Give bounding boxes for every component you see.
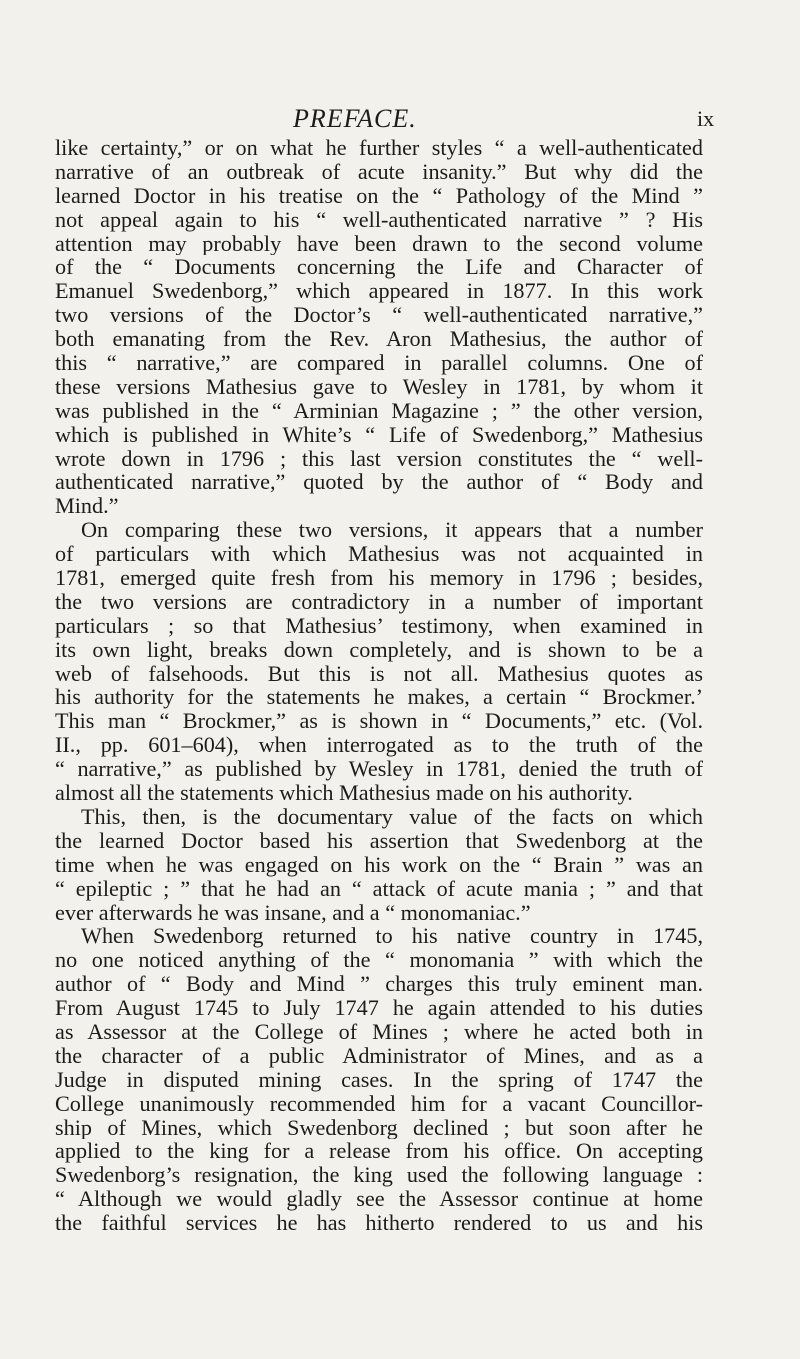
text-line: his authority for the statements he makes, a certain “ Brockmer.’ — [55, 685, 703, 710]
text-line: “ Although we would gladly see the Assessor continue at home — [55, 1187, 703, 1212]
text-line: On comparing these two versions, it appears that a number — [81, 518, 703, 543]
text-line: II., pp. 601–604), when interrogated as to the truth of the — [55, 733, 703, 758]
text-line: this “ narrative,” are compared in parallel columns. One of — [55, 351, 703, 375]
text-line: both emanating from the Rev. Aron Mathesius, the author of — [55, 327, 703, 352]
text-line: ship of Mines, which Swedenborg declined ; but soon after he — [55, 1115, 703, 1140]
text-line: the character of a public Administrator of Mines, and as a — [55, 1043, 703, 1068]
text-line: Emanuel Swedenborg,” which appeared in 1877. In this work — [55, 279, 703, 304]
text-line: no one noticed anything of the “ monomania ” with which the — [55, 948, 703, 973]
text-line: “ narrative,” as published by Wesley in 1781, denied the truth of — [55, 757, 703, 782]
running-title: PREFACE. — [293, 104, 417, 133]
text-line: Judge in disputed mining cases. In the spring of 1747 the — [55, 1067, 703, 1092]
text-line: of the “ Documents concerning the Life and Character of — [55, 255, 703, 280]
text-line: was published in the “ Arminian Magazine ; ” the other version, — [55, 398, 703, 423]
text-line: particulars ; so that Mathesius’ testimony, when examined in — [55, 613, 703, 638]
text-line: author of “ Body and Mind ” charges this truly eminent man. — [55, 972, 703, 997]
text-line: attention may probably have been drawn to the second volume — [55, 231, 703, 256]
text-line: like certainty,” or on what he further styles “ a well-authenticated — [55, 136, 703, 160]
text-line: applied to the king for a release from his office. On accepting — [55, 1139, 703, 1164]
text-line: From August 1745 to July 1747 he again attended to his duties — [55, 996, 703, 1020]
text-line: 1781, emerged quite fresh from his memory in 1796 ; besides, — [55, 566, 703, 590]
text-line: these versions Mathesius gave to Wesley in 1781, by whom it — [55, 374, 703, 399]
text-line: the learned Doctor based his assertion that Swedenborg at the — [55, 828, 703, 853]
text-line: Swedenborg’s resignation, the king used the following language : — [55, 1163, 703, 1188]
text-line: the faithful services he has hitherto rendered to us and his — [55, 1211, 703, 1235]
text-line: College unanimously recommended him for a vacant Councillor- — [55, 1091, 703, 1116]
text-line: almost all the statements which Mathesius made on his authority. — [55, 781, 633, 805]
text-line: time when he was engaged on his work on the “ Brain ” was an — [55, 852, 703, 877]
text-line: narrative of an outbreak of acute insanity.” But why did the — [55, 159, 703, 184]
text-line: its own light, breaks down completely, and is shown to be a — [55, 637, 703, 662]
text-line: the two versions are contradictory in a number of important — [55, 589, 703, 614]
text-line: ever afterwards he was insane, and a “ monomaniac.” — [55, 900, 531, 925]
text-line: “ epileptic ; ” that he had an “ attack of acute mania ; ” and that — [55, 876, 703, 901]
text-line: of particulars with which Mathesius was not acquainted in — [55, 542, 703, 567]
text-line: This, then, is the documentary value of the facts on which — [81, 804, 703, 829]
body-text — [55, 136, 703, 1235]
text-line: not appeal again to his “ well-authenticated narrative ” ? His — [55, 207, 703, 232]
text-line: which is published in White’s “ Life of Swedenborg,” Mathesius — [55, 422, 703, 447]
text-line: learned Doctor in his treatise on the “ Pathology of the Mind ” — [55, 183, 703, 208]
text-line: as Assessor at the College of Mines ; where he acted both in — [55, 1019, 703, 1044]
page-number: ix — [697, 106, 715, 131]
text-line: This man “ Brockmer,” as is shown in “ Documents,” etc. (Vol. — [55, 709, 703, 734]
text-line: wrote down in 1796 ; this last version constitutes the “ well- — [55, 446, 703, 471]
text-line: Mind.” — [55, 494, 119, 519]
running-header — [0, 104, 800, 136]
text-line: authenticated narrative,” quoted by the author of “ Body and — [55, 470, 703, 495]
text-line: When Swedenborg returned to his native country in 1745, — [81, 924, 703, 949]
text-line: web of falsehoods. But this is not all. Mathesius quotes as — [55, 661, 703, 686]
text-line: two versions of the Doctor’s “ well-authenticated narrative,” — [55, 303, 703, 328]
